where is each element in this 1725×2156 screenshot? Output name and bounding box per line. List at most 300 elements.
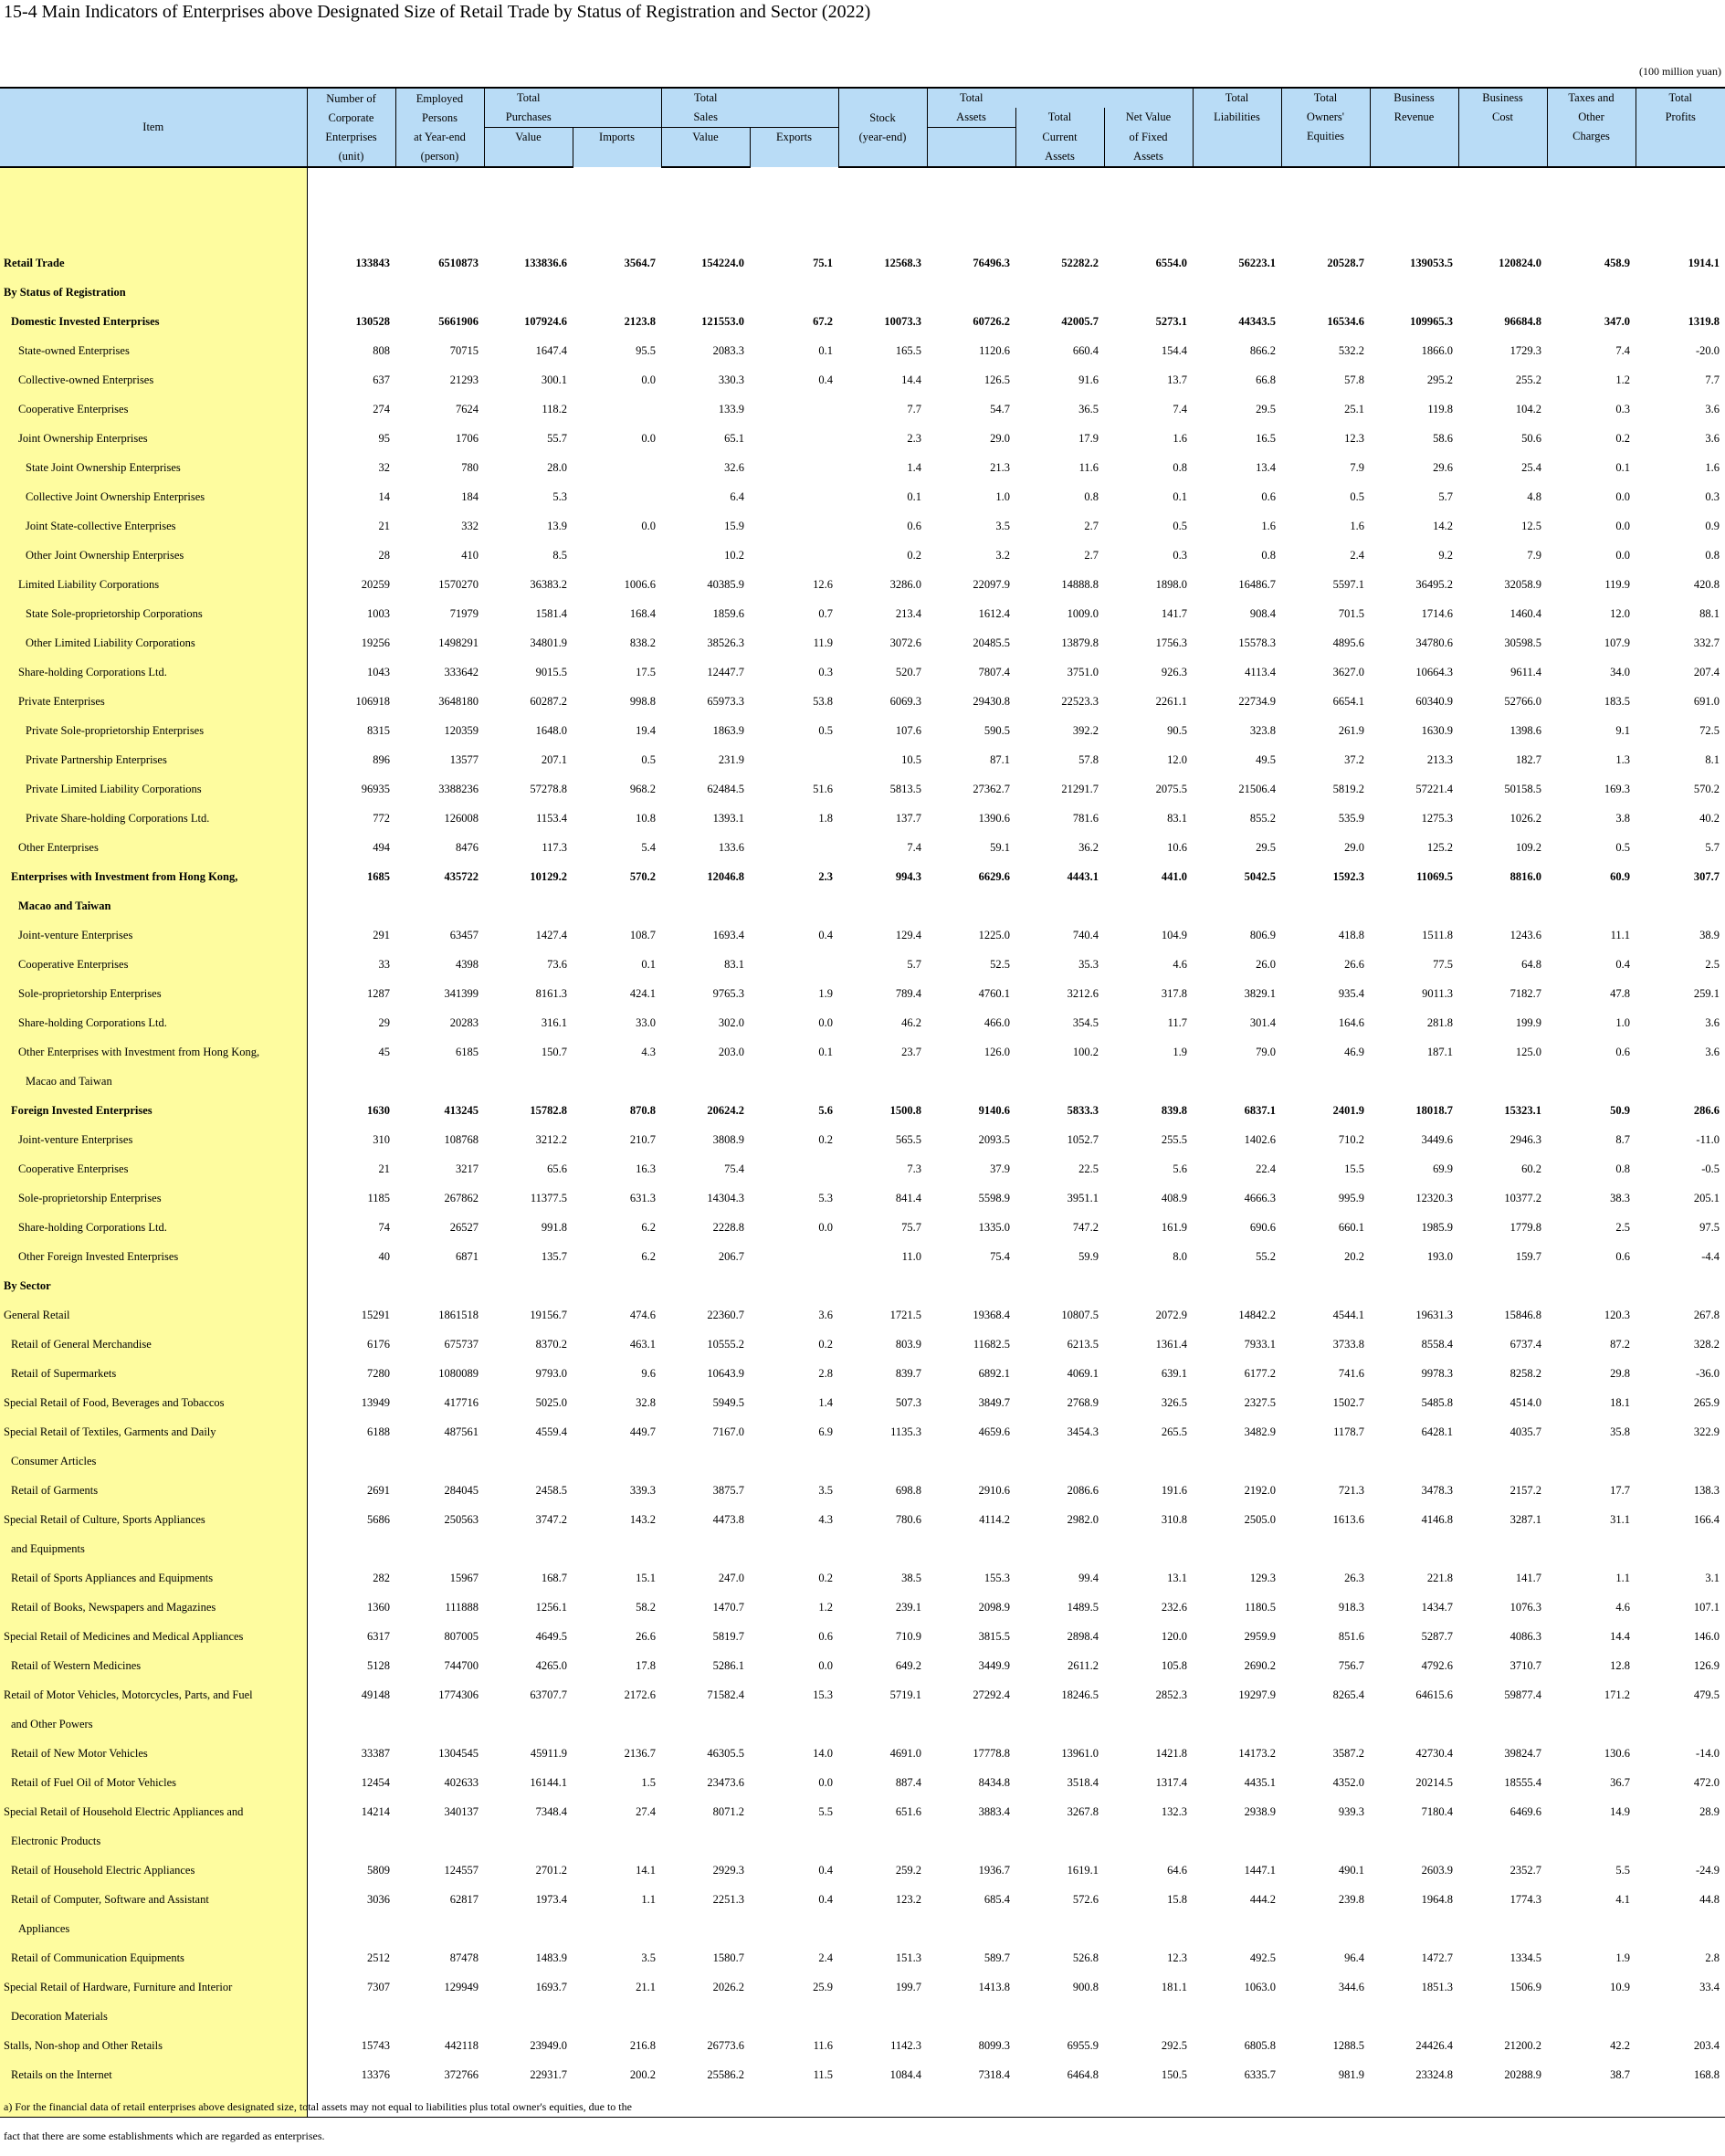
cell-value: 129.3 [1249, 1571, 1276, 1584]
cell-value: 1393.1 [712, 811, 744, 825]
cell-value: 479.5 [1693, 1688, 1720, 1701]
cell-value [661, 1271, 750, 1300]
cell-value: 83.1 [724, 957, 744, 971]
cell-value [1193, 1271, 1281, 1300]
cell-value: 0.6 [818, 1629, 833, 1643]
cell-value: 29.5 [1256, 402, 1276, 415]
cell-value: 5.5 [1615, 1863, 1630, 1877]
cell-value [395, 1067, 484, 1096]
table-row [0, 1943, 1725, 1972]
cell-value: 125.0 [1515, 1045, 1541, 1058]
cell-value: 14.9 [1610, 1804, 1630, 1818]
cell-value: 5813.5 [889, 782, 921, 795]
cell-value: 20.2 [1344, 1249, 1364, 1263]
cell-value [1104, 1446, 1193, 1476]
cell-value: 138.3 [1693, 1483, 1720, 1497]
cell-value: 231.9 [718, 752, 744, 766]
cell-value: 77.5 [1433, 957, 1453, 971]
cell-value [1015, 891, 1104, 920]
cell-value [484, 1271, 573, 1300]
cell-value: 8258.2 [1509, 1366, 1541, 1380]
cell-value: 96.4 [1344, 1951, 1364, 1964]
cell-value: -36.0 [1695, 1366, 1720, 1380]
unit-label: (100 million yuan) [1639, 65, 1721, 78]
row-label: Sole-proprietorship Enterprises [0, 1183, 307, 1213]
cell-value: 2.5 [1705, 957, 1720, 971]
cell-value: 3883.4 [978, 1804, 1010, 1818]
cell-value: 13376 [361, 2067, 390, 2081]
cell-value: 1063.0 [1244, 1980, 1276, 1993]
cell-value [750, 1914, 838, 1943]
cell-value: 0.5 [1615, 840, 1630, 854]
cell-value: 3287.1 [1509, 1512, 1541, 1526]
cell-value: 14.0 [813, 1746, 833, 1760]
cell-value: 1489.5 [1067, 1600, 1099, 1614]
table-row [0, 920, 1725, 950]
cell-value: 29.6 [1433, 460, 1453, 474]
cell-value: 75.4 [724, 1162, 744, 1175]
cell-value: 1506.9 [1509, 1980, 1541, 1993]
cell-value: 6871 [456, 1249, 479, 1263]
cell-value: 2.8 [818, 1366, 833, 1380]
cell-value: 535.9 [1338, 811, 1364, 825]
cell-value [661, 278, 750, 307]
cell-value: 18246.5 [1061, 1688, 1099, 1701]
cell-value: 3217 [456, 1162, 479, 1175]
cell-value: 698.8 [895, 1483, 921, 1497]
cell-value: 130528 [355, 314, 390, 328]
cell-value: 96684.8 [1504, 314, 1541, 328]
cell-value: 0.7 [818, 606, 833, 620]
cell-value: 1498291 [438, 636, 479, 649]
cell-value [307, 1446, 395, 1476]
cell-value: 11.7 [1167, 1015, 1187, 1029]
header-assets-2: Assets [927, 108, 1015, 128]
cell-value: 120359 [444, 723, 479, 737]
cell-value: 2401.9 [1332, 1103, 1364, 1117]
cell-value: 740.4 [1072, 928, 1099, 941]
cell-value: 772 [373, 811, 390, 825]
cell-value: 2098.9 [978, 1600, 1010, 1614]
cell-value: 0.6 [1261, 489, 1276, 503]
header-equities: Total Owners' Equities [1281, 88, 1370, 167]
header-sales-3: Value [661, 128, 750, 148]
cell-value: 168.4 [629, 606, 656, 620]
cell-value: 13949 [361, 1395, 390, 1409]
cell-value: 1470.7 [712, 1600, 744, 1614]
table-row [0, 1680, 1725, 1709]
row-label: Retail of Western Medicines [0, 1651, 307, 1680]
cell-value: 12.0 [1167, 752, 1187, 766]
cell-value [307, 1709, 395, 1739]
cell-value: 46.9 [1344, 1045, 1364, 1058]
cell-value [395, 1446, 484, 1476]
table-row [0, 1213, 1725, 1242]
cell-value: 651.6 [895, 1804, 921, 1818]
cell-value: 1756.3 [1155, 636, 1187, 649]
cell-value: 28.0 [547, 460, 567, 474]
cell-value [750, 1242, 838, 1271]
cell-value: 392.2 [1072, 723, 1099, 737]
cell-value [1281, 1826, 1370, 1856]
cell-value: 15323.1 [1504, 1103, 1541, 1117]
cell-value: 59.9 [1078, 1249, 1099, 1263]
cell-value: 13.4 [1256, 460, 1276, 474]
cell-value: 8.0 [1173, 1249, 1187, 1263]
cell-value: 58.6 [1433, 431, 1453, 445]
cell-value: 5128 [367, 1658, 390, 1672]
cell-value: 29.8 [1610, 1366, 1630, 1380]
table-row [0, 1563, 1725, 1593]
cell-value: 444.2 [1249, 1892, 1276, 1906]
cell-value: 100.2 [1072, 1045, 1099, 1058]
row-label: Private Enterprises [0, 687, 307, 716]
cell-value: 10.5 [901, 752, 921, 766]
cell-value: 133.9 [718, 402, 744, 415]
cell-value: 1.1 [641, 1892, 656, 1906]
cell-value: 2.3 [818, 869, 833, 883]
cell-value: 494 [373, 840, 390, 854]
cell-value: 307.7 [1693, 869, 1720, 883]
row-label: Joint-venture Enterprises [0, 920, 307, 950]
cell-value: 38.5 [901, 1571, 921, 1584]
cell-value: 3849.7 [978, 1395, 1010, 1409]
cell-value: 302.0 [718, 1015, 744, 1029]
table-row [0, 1972, 1725, 2002]
cell-value: 44.8 [1699, 1892, 1720, 1906]
cell-value: 17.8 [636, 1658, 656, 1672]
row-label: Collective Joint Ownership Enterprises [0, 482, 307, 511]
cell-value: 62817 [449, 1892, 479, 1906]
cell-value [1370, 1534, 1458, 1563]
cell-value: 250563 [444, 1512, 479, 1526]
cell-value: 1630 [367, 1103, 390, 1117]
cell-value: 15.9 [724, 519, 744, 532]
cell-value [750, 1067, 838, 1096]
cell-value: 7307 [367, 1980, 390, 1993]
cell-value: 38.9 [1699, 928, 1720, 941]
cell-value: 10073.3 [884, 314, 921, 328]
cell-value: 10.6 [1167, 840, 1187, 854]
cell-value: 1.9 [818, 986, 833, 1000]
cell-value [661, 1914, 750, 1943]
cell-value: 15846.8 [1504, 1308, 1541, 1321]
cell-value: 0.2 [1615, 431, 1630, 445]
cell-value: 57.8 [1078, 752, 1099, 766]
cell-value [927, 1709, 1015, 1739]
cell-value: 900.8 [1072, 1980, 1099, 1993]
cell-value: 126.9 [1693, 1658, 1720, 1672]
cell-value: 59877.4 [1504, 1688, 1541, 1701]
cell-value: 75.4 [990, 1249, 1010, 1263]
cell-value: 855.2 [1249, 811, 1276, 825]
cell-value [1458, 1534, 1547, 1563]
cell-value [661, 891, 750, 920]
cell-value: 291 [373, 928, 390, 941]
cell-value: 193.0 [1426, 1249, 1453, 1263]
cell-value: 83.1 [1167, 811, 1187, 825]
cell-value: 31.1 [1610, 1512, 1630, 1526]
row-label: State-owned Enterprises [0, 336, 307, 365]
header-sales-2: Sales [661, 108, 750, 128]
cell-value: 2898.4 [1067, 1629, 1099, 1643]
cell-value: 3564.7 [624, 256, 656, 269]
cell-value: 200.2 [629, 2067, 656, 2081]
cell-value: 29.5 [1256, 840, 1276, 854]
cell-value: 4649.5 [535, 1629, 567, 1643]
cell-value: 21506.4 [1238, 782, 1276, 795]
cell-value: 2192.0 [1244, 1483, 1276, 1497]
row-label: Joint Ownership Enterprises [0, 424, 307, 453]
table-row [0, 1008, 1725, 1037]
table-row [0, 745, 1725, 774]
cell-value: 0.1 [818, 343, 833, 357]
cell-value: 57.8 [1344, 373, 1364, 386]
cell-value: 126.5 [983, 373, 1010, 386]
header-employed: Employed Persons at Year-end (person) [395, 88, 484, 167]
cell-value: 52766.0 [1504, 694, 1541, 708]
cell-value: 21.1 [636, 1980, 656, 1993]
cell-value: 4265.0 [535, 1658, 567, 1672]
cell-value [484, 1709, 573, 1739]
cell-value: 8558.4 [1421, 1337, 1453, 1351]
cell-value: 0.4 [818, 1892, 833, 1906]
cell-value [484, 1067, 573, 1096]
cell-value: 47.8 [1610, 986, 1630, 1000]
cell-value [1104, 278, 1193, 307]
cell-value: 65973.3 [707, 694, 744, 708]
cell-value: 11.0 [901, 1249, 921, 1263]
cell-value [661, 1446, 750, 1476]
cell-value: 1964.8 [1421, 1892, 1453, 1906]
cell-value: 5819.2 [1332, 782, 1364, 795]
cell-value: 32058.9 [1504, 577, 1541, 591]
cell-value: 1779.8 [1509, 1220, 1541, 1234]
cell-value: 36.5 [1078, 402, 1099, 415]
cell-value: 1084.4 [889, 2067, 921, 2081]
cell-value: 121553.0 [701, 314, 744, 328]
cell-value: 15782.8 [530, 1103, 567, 1117]
cell-value: 1256.1 [535, 1600, 567, 1614]
cell-value [1547, 1534, 1636, 1563]
cell-value: 15.5 [1344, 1162, 1364, 1175]
cell-value: 54.7 [990, 402, 1010, 415]
cell-value: 2458.5 [535, 1483, 567, 1497]
cell-value: 38526.3 [707, 636, 744, 649]
cell-value [750, 1534, 838, 1563]
cell-value: 2.7 [1084, 519, 1099, 532]
table-row [0, 1914, 1725, 1943]
cell-value [1015, 1446, 1104, 1476]
cell-value: 5.6 [818, 1103, 833, 1117]
cell-value [1104, 1067, 1193, 1096]
cell-value: 45911.9 [530, 1746, 567, 1760]
cell-value: 12.8 [1610, 1658, 1630, 1672]
cell-value [307, 891, 395, 920]
cell-value [838, 1914, 927, 1943]
cell-value: 1.0 [995, 489, 1010, 503]
cell-value: 1502.7 [1332, 1395, 1364, 1409]
cell-value: 12454 [361, 1775, 390, 1789]
row-label: Retail of Supermarkets [0, 1359, 307, 1388]
table-row [0, 657, 1725, 687]
cell-value [1015, 2002, 1104, 2031]
cell-value: 14 [378, 489, 390, 503]
cell-value: 2938.9 [1244, 1804, 1276, 1818]
cell-value [1104, 1826, 1193, 1856]
cell-value: 8265.4 [1332, 1688, 1364, 1701]
cell-value: 520.7 [895, 665, 921, 678]
header-current-3: Assets [1015, 147, 1104, 167]
cell-value: 1.0 [1615, 1015, 1630, 1029]
row-label: Retail of New Motor Vehicles [0, 1739, 307, 1768]
table-row [0, 1417, 1725, 1446]
cell-value: 18018.7 [1415, 1103, 1453, 1117]
cell-value: 341399 [444, 986, 479, 1000]
cell-value: 21 [378, 519, 390, 532]
cell-value: 133.6 [718, 840, 744, 854]
cell-value [1281, 1914, 1370, 1943]
cell-value: 6428.1 [1421, 1425, 1453, 1438]
cell-value: 20485.5 [973, 636, 1010, 649]
cell-value: 13.1 [1167, 1571, 1187, 1584]
cell-value: 1.4 [907, 460, 921, 474]
cell-value: 0.3 [818, 665, 833, 678]
cell-value [1636, 1534, 1725, 1563]
cell-value: 87.1 [990, 752, 1010, 766]
cell-value: 1.6 [1173, 431, 1187, 445]
cell-value: 1043 [367, 665, 390, 678]
cell-value [573, 1826, 661, 1856]
cell-value: 44343.5 [1238, 314, 1276, 328]
cell-value: 49.5 [1256, 752, 1276, 766]
cell-value: 36.2 [1078, 840, 1099, 854]
cell-value: 95 [378, 431, 390, 445]
table-row [0, 278, 1725, 307]
table-row [0, 1388, 1725, 1417]
cell-value: 109965.3 [1410, 314, 1453, 328]
cell-value [1547, 1067, 1636, 1096]
cell-value: 267.8 [1693, 1308, 1720, 1321]
cell-value [1193, 1446, 1281, 1476]
cell-value: 3710.7 [1509, 1658, 1541, 1672]
cell-value: 2026.2 [712, 1980, 744, 1993]
cell-value: 199.7 [895, 1980, 921, 1993]
cell-value: 13.9 [547, 519, 567, 532]
cell-value [1281, 1534, 1370, 1563]
cell-value: 59.1 [990, 840, 1010, 854]
cell-value: 65.1 [724, 431, 744, 445]
cell-value: 1243.6 [1509, 928, 1541, 941]
cell-value: 3.6 [818, 1308, 833, 1321]
cell-value: 40 [378, 1249, 390, 1263]
cell-value: 2157.2 [1509, 1483, 1541, 1497]
row-label: General Retail [0, 1300, 307, 1330]
cell-value [484, 2002, 573, 2031]
cell-value: 125.2 [1426, 840, 1453, 854]
cell-value: 2690.2 [1244, 1658, 1276, 1672]
cell-value: 67.2 [813, 314, 833, 328]
cell-value: 12046.8 [707, 869, 744, 883]
cell-value: 8476 [456, 840, 479, 854]
cell-value: 0.5 [1173, 519, 1187, 532]
cell-value: 239.8 [1338, 1892, 1364, 1906]
cell-value: 1142.3 [890, 2038, 921, 2052]
cell-value: 21293 [449, 373, 479, 386]
cell-value: 9793.0 [535, 1366, 567, 1380]
cell-value: 73.6 [547, 957, 567, 971]
cell-value: 3449.9 [978, 1658, 1010, 1672]
cell-value: 690.6 [1249, 1220, 1276, 1234]
cell-value: 1.6 [1705, 460, 1720, 474]
cell-value: 1317.4 [1155, 1775, 1187, 1789]
cell-value: 10.2 [724, 548, 744, 562]
cell-value: 99.4 [1078, 1571, 1099, 1584]
row-label: Retail Trade [0, 248, 307, 278]
cell-value: 991.8 [541, 1220, 567, 1234]
cell-value: 161.9 [1161, 1220, 1187, 1234]
row-label: Retail of Fuel Oil of Motor Vehicles [0, 1768, 307, 1797]
table-row [0, 1125, 1725, 1154]
cell-value: 1287 [367, 986, 390, 1000]
cell-value: 2327.5 [1244, 1395, 1276, 1409]
cell-value [395, 1271, 484, 1300]
cell-value: 1630.9 [1421, 723, 1453, 737]
row-label: Cooperative Enterprises [0, 950, 307, 979]
cell-value: 1774.3 [1509, 1892, 1541, 1906]
cell-value [307, 1826, 395, 1856]
cell-value [1370, 1446, 1458, 1476]
cell-value: 8315 [367, 723, 390, 737]
table-row [0, 1622, 1725, 1651]
table-row [0, 336, 1725, 365]
cell-value: 203.4 [1693, 2038, 1720, 2052]
cell-value: 887.4 [895, 1775, 921, 1789]
cell-value: 4443.1 [1067, 869, 1099, 883]
cell-value: 50.6 [1521, 431, 1541, 445]
cell-value: 526.8 [1072, 1951, 1099, 1964]
cell-value [484, 1534, 573, 1563]
cell-value [1547, 891, 1636, 920]
cell-value [1104, 891, 1193, 920]
cell-value: 107.9 [1604, 636, 1630, 649]
cell-value: 0.8 [1173, 460, 1187, 474]
cell-value: 6176 [367, 1337, 390, 1351]
cell-value [395, 1826, 484, 1856]
cell-value: 806.9 [1249, 928, 1276, 941]
cell-value: 1706 [456, 431, 479, 445]
cell-value [307, 1271, 395, 1300]
cell-value: 402633 [444, 1775, 479, 1789]
cell-value: 19256 [361, 636, 390, 649]
cell-value [1015, 278, 1104, 307]
cell-value: 27292.4 [973, 1688, 1010, 1701]
cell-value: 6.2 [641, 1249, 656, 1263]
cell-value [1547, 278, 1636, 307]
cell-value: 36383.2 [530, 577, 567, 591]
cell-value [1636, 1914, 1725, 1943]
cell-value: 5598.9 [978, 1191, 1010, 1204]
cell-value: 0.0 [1615, 519, 1630, 532]
cell-value [1104, 1534, 1193, 1563]
cell-value: 1334.5 [1509, 1951, 1541, 1964]
row-label: Other Joint Ownership Enterprises [0, 541, 307, 570]
cell-value [1281, 1709, 1370, 1739]
cell-value: 2959.9 [1244, 1629, 1276, 1643]
cell-value: 141.7 [1515, 1571, 1541, 1584]
cell-value: 323.8 [1249, 723, 1276, 737]
cell-value: 310.8 [1161, 1512, 1187, 1526]
